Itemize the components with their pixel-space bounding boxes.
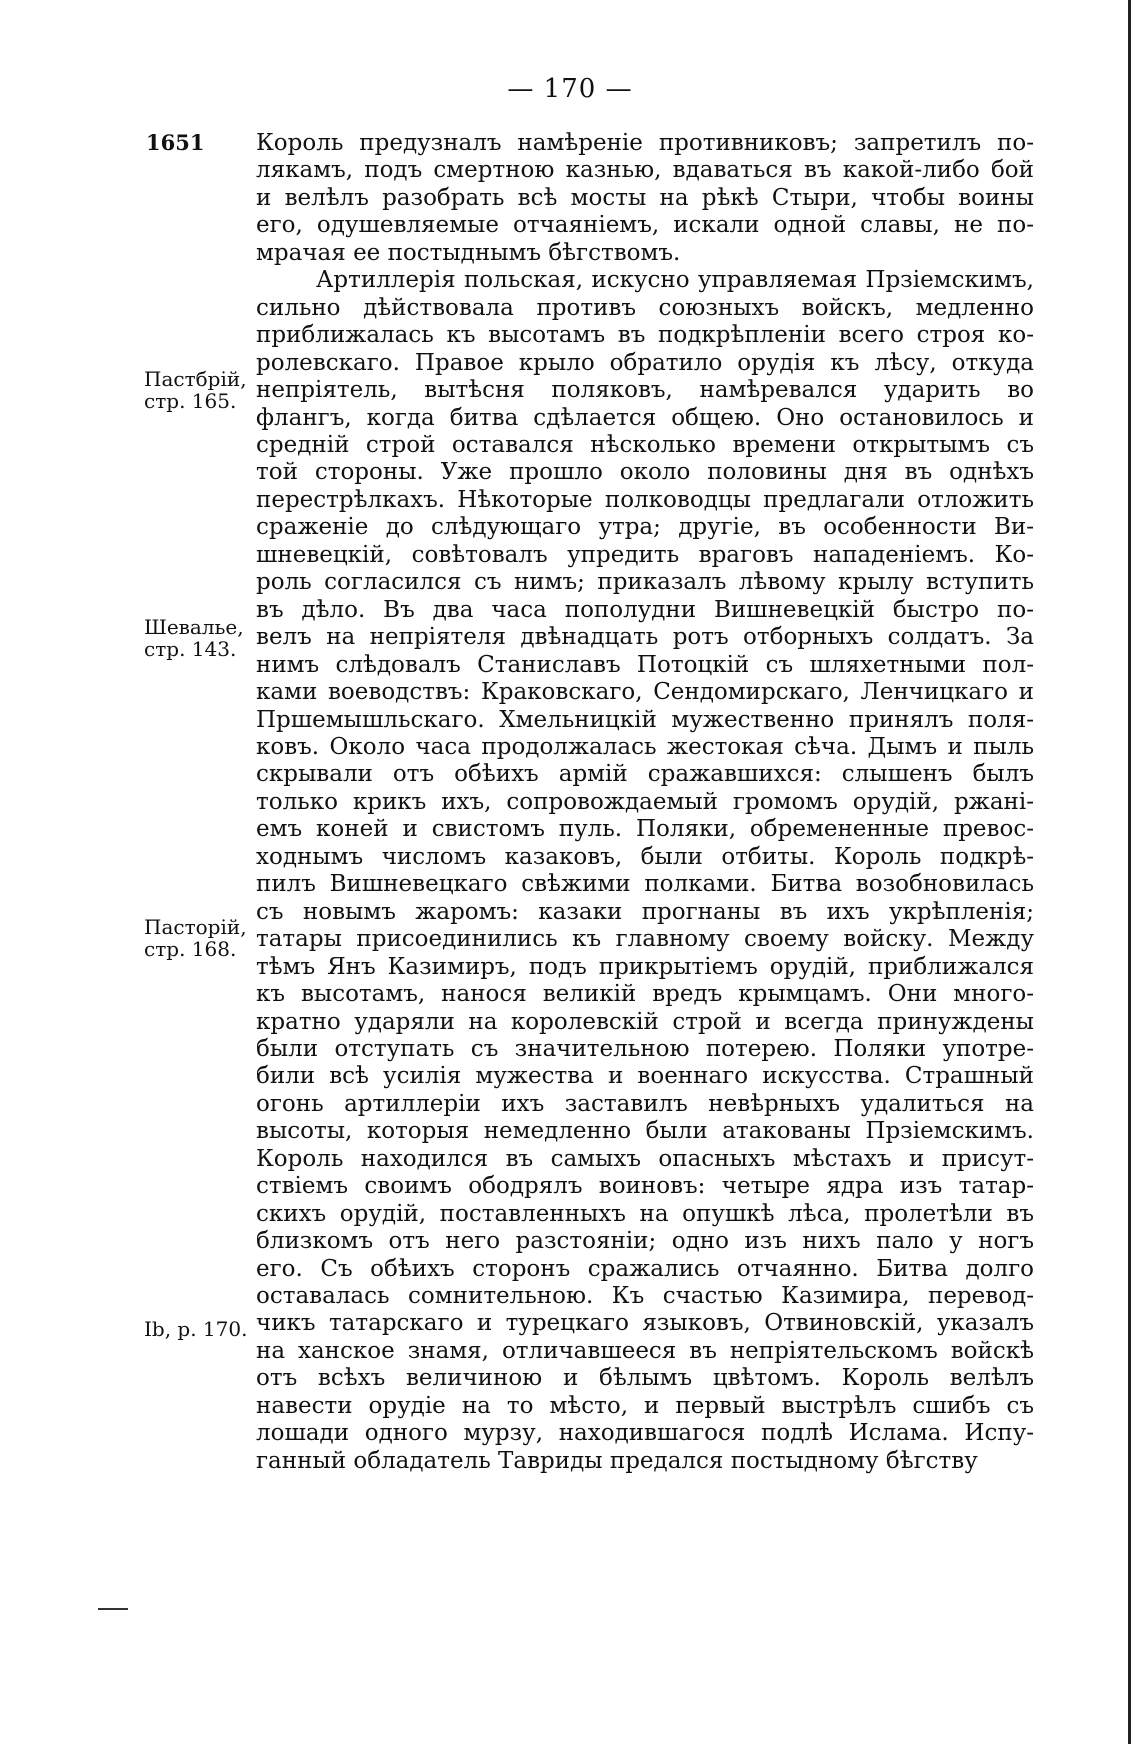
text-line: мрачая ее постыднымъ бѣгствомъ. (256, 239, 681, 266)
text-line: тѣмъ Янъ Казимиръ, подъ прикрытіемъ орудій, приближался (256, 953, 1034, 980)
margin-note (144, 916, 254, 960)
text-line: перестрѣлкахъ. Нѣкоторые полководцы предлагали отложить (256, 486, 1034, 513)
text-line: высоты, которыя немедленно были атакованы Прзіемскимъ. (256, 1118, 1034, 1145)
text-line: отъ всѣхъ величиною и бѣлымъ цвѣтомъ. Король велѣлъ (256, 1365, 1034, 1392)
margin-note (144, 616, 254, 660)
text-line: нимъ слѣдовалъ Станиславъ Потоцкій съ шляхетными пол- (256, 651, 1034, 678)
text-line: были отступать съ значительною потерею. Поляки употре- (256, 1035, 1034, 1062)
text-line: той стороны. Уже прошло около половины дня въ однѣхъ (256, 459, 1034, 486)
margin-note-page: стр. 165. (144, 389, 237, 413)
body-text (256, 130, 1034, 1475)
text-line: ствіемъ своимъ ободрялъ воиновъ: четыре ядра изъ татар- (256, 1173, 1034, 1200)
text-line: пилъ Вишневецкаго свѣжими полками. Битва возобновилась (256, 871, 1034, 898)
text-line: били всѣ усилія мужества и военнаго искусства. Страшный (256, 1063, 1034, 1090)
text-line: къ высотамъ, нанося великій вредъ крымцамъ. Они много- (256, 981, 1034, 1008)
text-line: лошади одного мурзу, находившагося подлѣ Ислама. Испу- (256, 1420, 1034, 1447)
margin-note-author: Ib, р. 170. (144, 1317, 248, 1341)
text-line: скрывали отъ обѣихъ армій сражавшихся: слышенъ былъ (256, 761, 1034, 788)
text-line: его. Съ обѣихъ сторонъ сражались отчаянно. Битва долго (256, 1255, 1034, 1282)
margin-note (144, 368, 254, 412)
text-line: и велѣлъ разобрать всѣ мосты на рѣкѣ Стыри, чтобы воины (256, 184, 1034, 211)
margin-note-author: Пасторій, (144, 915, 247, 939)
text-line: флангъ, когда битва сдѣлается общею. Оно остановилось и (256, 404, 1034, 431)
text-line: ковъ. Около часа продолжалась жестокая сѣча. Дымъ и пыль (256, 733, 1034, 760)
margin-rule (98, 1608, 128, 1610)
text-line: Пршемышльскаго. Хмельницкій мужественно принялъ поля- (256, 706, 1034, 733)
text-line: роль согласился съ нимъ; приказалъ лѣвому крылу вступить (256, 569, 1034, 596)
text-line: Король находился въ самыхъ опасныхъ мѣстахъ и присут- (256, 1145, 1034, 1172)
text-line: Артиллерія польская, искусно управляемая Прзіемскимъ, (316, 267, 1034, 294)
page-edge-line (1128, 0, 1131, 1744)
text-line: чикъ татарскаго и турецкаго языковъ, Отвиновскій, указалъ (256, 1310, 1034, 1337)
text-line: оставалась сомнительною. Къ счастью Казимира, перевод- (256, 1283, 1034, 1310)
margin-note-page: стр. 168. (144, 937, 237, 961)
text-line: ками воеводствъ: Краковскаго, Сендомирскаго, Ленчицкаго и (256, 679, 1034, 706)
margin-note (144, 1318, 254, 1340)
text-line: въ дѣло. Въ два часа пополудни Вишневецкій быстро по- (256, 596, 1034, 623)
text-line: шневецкій, совѣтовалъ упредить враговъ нападеніемъ. Ко- (256, 541, 1034, 568)
text-line: Король предузналъ намѣреніе противниковъ; запретилъ по- (256, 130, 1034, 156)
text-line: лякамъ, подъ смертною казнью, вдаваться въ какой-либо бой (256, 157, 1034, 184)
margin-note-author: Пастбрій, (144, 367, 247, 391)
margin-year: 1651 (146, 130, 205, 155)
margin-note-author: Шевалье, (144, 615, 244, 639)
text-line: сраженіе до слѣдующаго утра; другіе, въ особенности Ви- (256, 514, 1034, 541)
text-line: ходнымъ числомъ казаковъ, были отбиты. Король подкрѣ- (256, 843, 1034, 870)
text-line: его, одушевляемые отчаяніемъ, искали одной славы, не по- (256, 212, 1034, 239)
text-line: приближалась къ высотамъ въ подкрѣпленіи всего строя ко- (256, 322, 1034, 349)
text-line: непріятель, вытѣсня поляковъ, намѣревался ударить во (256, 377, 1034, 404)
margin-note-page: стр. 143. (144, 637, 237, 661)
text-line: велъ на непріятеля двѣнадцать ротъ отборныхъ солдатъ. За (256, 624, 1034, 651)
text-line: емъ коней и свистомъ пуль. Поляки, обремененные превос- (256, 816, 1034, 843)
text-line: на ханское знамя, отличавшееся въ непріятельскомъ войскѣ (256, 1337, 1034, 1364)
page-number: — 170 — (507, 74, 633, 104)
text-line: скихъ орудій, поставленныхъ на опушкѣ лѣса, пролетѣли въ (256, 1200, 1034, 1227)
text-line: татары присоединились къ главному своему войску. Между (256, 926, 1034, 953)
text-line: ганный обладатель Тавриды предался постыдному бѣгству (256, 1447, 978, 1474)
text-line: средній строй оставался нѣсколько времени открытымъ съ (256, 431, 1034, 458)
text-line: съ новымъ жаромъ: казаки прогнаны въ ихъ укрѣпленія; (256, 898, 1034, 925)
text-line: только крикъ ихъ, сопровождаемый громомъ орудій, ржані- (256, 788, 1034, 815)
text-line: сильно дѣйствовала противъ союзныхъ войскъ, медленно (256, 294, 1034, 321)
text-line: близкомъ отъ него разстояніи; одно изъ нихъ пало у ногъ (256, 1228, 1034, 1255)
text-line: огонь артиллеріи ихъ заставилъ невѣрныхъ удалиться на (256, 1090, 1034, 1117)
text-line: кратно ударяли на королевскій строй и всегда принуждены (256, 1008, 1034, 1035)
text-line: навести орудіе на то мѣсто, и первый выстрѣлъ сшибъ съ (256, 1392, 1034, 1419)
text-line: ролевскаго. Правое крыло обратило орудія къ лѣсу, откуда (256, 349, 1034, 376)
